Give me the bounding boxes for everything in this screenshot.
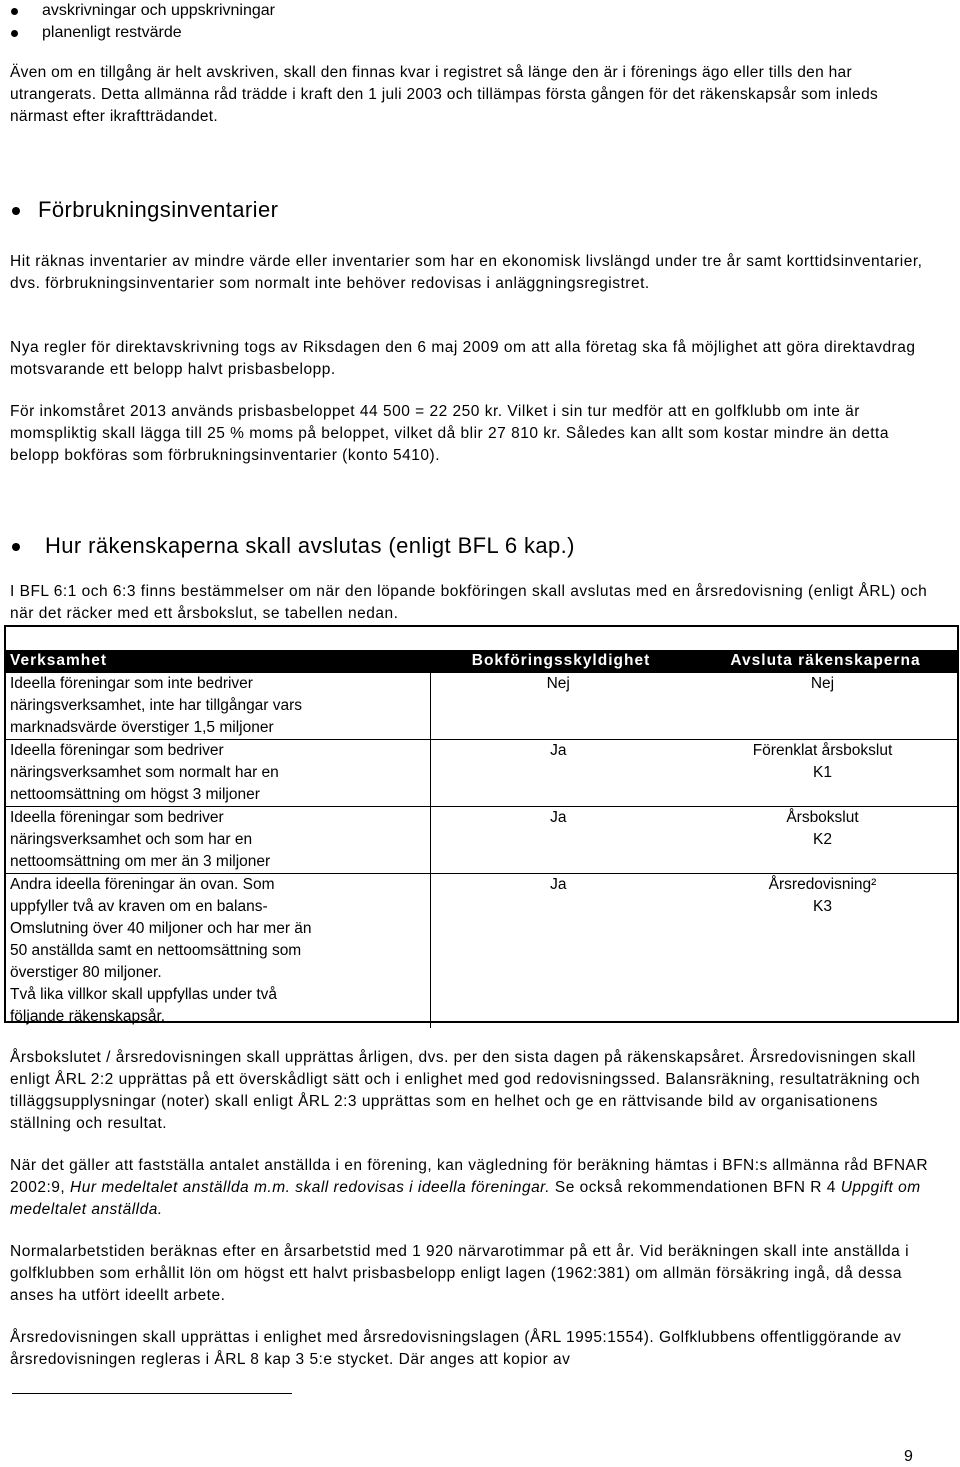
footnote-separator	[12, 1393, 292, 1394]
page-number: 9	[904, 1448, 913, 1465]
section-heading-rakenskaper	[10, 531, 575, 561]
cell-verksamhet: Andra ideella föreningar än ovan. Som uppfyller två av kraven om en balans- Omslutning över 40 miljoner och har mer än 50 anställda samt en nettoomsättning som överstiger 80 miljoner. Två lika villkor skall uppfyllas under två följande räkenskapsår.	[4, 874, 430, 1029]
section-heading-text: Hur räkenskaperna skall avslutas (enligt BFL 6 kap.)	[45, 533, 575, 558]
paragraph: Årsredovisningen skall upprättas i enlighet med årsredovisningslagen (ÅRL 1995:1554). Golfklubbens offentliggörande av årsredovisningen regleras i ÅRL 8 kap 3 5:e stycket. Där anges att kopior av	[10, 1329, 902, 1368]
bullet-item: avskrivningar och uppskrivningar	[10, 0, 275, 22]
bullet-dot-icon	[12, 207, 20, 215]
paragraph: I BFL 6:1 och 6:3 finns bestämmelser om när den löpande bokföringen skall avslutas med en årsredovisning (enligt ÅRL) och när det räcker med ett årsbokslut, se tabellen nedan.	[10, 583, 928, 622]
bullet-item: planenligt restvärde	[10, 22, 275, 44]
top-bullet-list	[10, 0, 275, 44]
cell-bokforing: Ja	[430, 874, 686, 1029]
section-heading-forbrukningsinventarier	[10, 196, 278, 224]
cell-bokforing: Nej	[430, 673, 686, 740]
table-row	[4, 740, 959, 807]
table-row	[4, 874, 959, 1029]
paragraph: Hit räknas inventarier av mindre värde eller inventarier som har en ekonomisk livslängd under tre år samt korttidsinventarier, dvs. förbrukningsinventarier som normalt inte behöver redovisas i anläggningsregistret.	[10, 253, 923, 292]
table-row	[4, 807, 959, 874]
section-heading-text: Förbrukningsinventarier	[38, 197, 279, 222]
intro-paragraph: Även om en tillgång är helt avskriven, skall den finnas kvar i registret så länge den är i förenings ägo eller tills den har utrangerats. Detta allmänna råd trädde i kraft den 1 juli 2003 och tillämpas första gången för det räkenskapsår som inleds närmast efter ikraftträdandet.	[10, 64, 879, 125]
bullet-dot-icon	[12, 543, 20, 551]
column-header: Bokföringsskyldighet	[430, 650, 686, 673]
rakenskaper-table	[4, 650, 959, 1028]
table-header-row	[4, 650, 959, 673]
cell-verksamhet: Ideella föreningar som bedriver näringsverksamhet och som har en nettoomsättning om mer än 3 miljoner	[4, 807, 430, 874]
cell-verksamhet: Ideella föreningar som inte bedriver näringsverksamhet, inte har tillgångar vars marknadsvärde överstiger 1,5 miljoner	[4, 673, 430, 740]
paragraph: Nya regler för direktavskrivning togs av Riksdagen den 6 maj 2009 om att alla företag ska få möjlighet att göra direktavdrag motsvarande ett belopp halvt prisbasbelopp.	[10, 339, 916, 378]
paragraph: Normalarbetstiden beräknas efter en årsarbetstid med 1 920 närvarotimmar på ett år. Vid beräkningen skall inte anställda i golfklubben som erhållit lön om högst ett halvt prisbasbelopp enligt lagen (1962:381) om allmän försäkring ingå, då dessa anses ha utfört ideellt arbete.	[10, 1243, 910, 1304]
cell-avsluta: Nej	[686, 673, 959, 740]
paragraph: Årsbokslutet / årsredovisningen skall upprättas årligen, dvs. per den sista dagen på räkenskapsåret. Årsredovisningen skall enligt ÅRL 2:2 upprättas på ett överskådligt sätt och i enlighet med god redovisningssed. Balansräkning, resultaträkning och tilläggsupplysningar (noter) skall enligt ÅRL 2:3 upprättas som en helhet och ge en rättvisande bild av organisationens ställning och resultat.	[10, 1049, 921, 1132]
cell-bokforing: Ja	[430, 740, 686, 807]
paragraph: För inkomståret 2013 används prisbasbeloppet 44 500 = 22 250 kr. Vilket i sin tur medför att en golfklubb om inte är momspliktig skall lägga till 25 % moms på beloppet, vilket då blir 27 810 kr. Således kan allt som kostar mindre än detta belopp bokföras som förbrukningsinventarier (konto 5410).	[10, 403, 889, 464]
column-header: Verksamhet	[4, 650, 430, 673]
column-header: Avsluta räkenskaperna	[686, 650, 959, 673]
cell-bokforing: Ja	[430, 807, 686, 874]
cell-avsluta: Årsbokslut K2	[686, 807, 959, 874]
cell-avsluta: Förenklat årsbokslut K1	[686, 740, 959, 807]
cell-verksamhet: Ideella föreningar som bedriver näringsverksamhet som normalt har en nettoomsättning om högst 3 miljoner	[4, 740, 430, 807]
table-row	[4, 673, 959, 740]
paragraph: När det gäller att fastställa antalet anställda i en förening, kan vägledning för beräkning hämtas i BFN:s allmänna råd BFNAR 2002:9, Hur medeltalet anställda m.m. skall redovisas i ideella föreningar. Se också rekommendationen BFN R 4 Uppgift om medeltalet anställda.	[10, 1157, 929, 1218]
cell-avsluta: Årsredovisning² K3	[686, 874, 959, 1029]
